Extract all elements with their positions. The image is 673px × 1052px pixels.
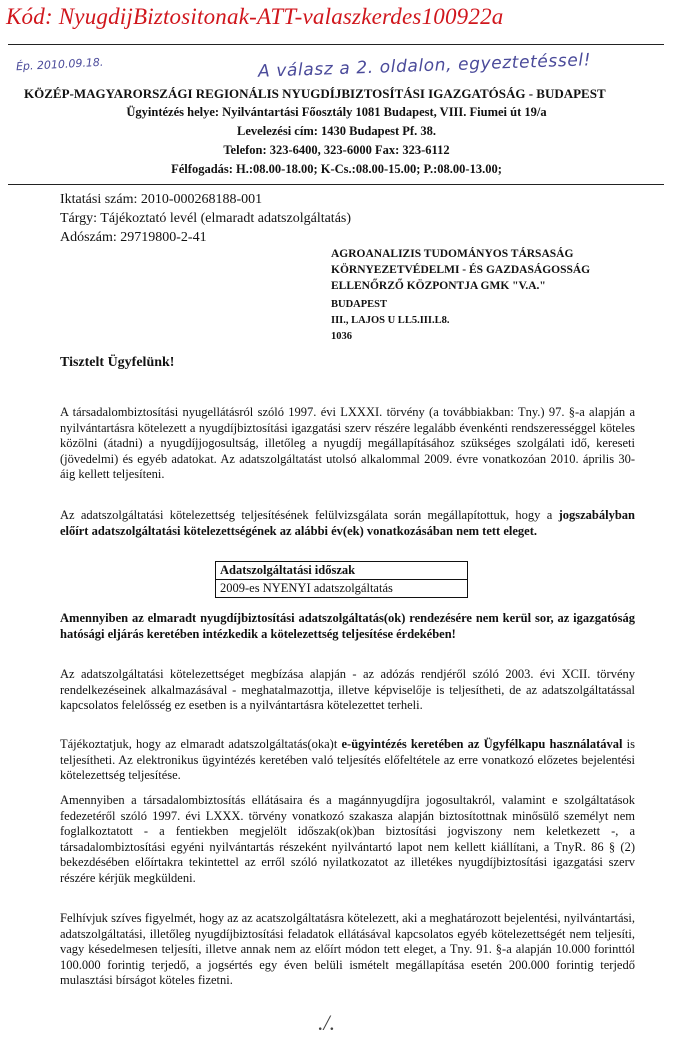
tax-number: Adószám: 29719800-2-41: [60, 230, 207, 245]
paragraph-warning: Amennyiben az elmaradt nyugdíjbiztosítási adatszolgáltatás(ok) rendezésére nem kerül sor, az igazgatóság hatósági eljárás keretében intézkedik a kötelezettség teljesítése érdekében!: [60, 611, 635, 641]
document-code-label: Kód: NyugdijBiztositonak-ATT-valaszkerdes100922a: [6, 4, 504, 29]
table-header-cell: Adatszolgáltatási időszak: [216, 562, 468, 580]
paragraph-e-administration: [60, 737, 635, 784]
reference-number: Iktatási szám: 2010-000268188-001: [60, 192, 263, 207]
letterhead-office: Ügyintézés helye: Nyilvántartási Főosztály 1081 Budapest, VIII. Fiumei út 19/a: [126, 105, 547, 119]
letterhead-divider: [8, 184, 664, 185]
addressee-line-2: KÖRNYEZETVÉDELMI - ÉS GAZDASÁGOSSÁG: [331, 264, 591, 276]
paragraph-authorization: Az adatszolgáltatási kötelezettséget megbízása alapján - az adózás rendjéről szóló 2003. évi XCII. törvény rendelkezéseinek alkalmazásával - meghatalmazottja, illetve képviselője is teljesítheti, de az adatszolgáltatással kapcsolatos felelősség ez esetben is a nyilvántartásra kötelezettet terheli.: [60, 667, 635, 713]
page-continuation-mark: ./.: [318, 1010, 336, 1035]
letterhead-office-hours: Félfogadás: H.:08.00-18.00; K-Cs.:08.00-15.00; P.:08.00-13.00;: [171, 162, 502, 176]
paragraph-penalty: Felhívjuk szíves figyelmét, hogy az az acatszolgáltatásra kötelezett, aki a meghatározott bejelentési, nyilvántartási, adatszolgáltatási, illetőleg nyugdíjbiztosítási feladatok ellátásával kapcsolatos egyéb kötelezettségét nem teljesíti, vagy késedelmesen teljesíti, illetve annak nem az előírt módon tett eleget, a Tny. 91. §-a alapján 10.000 forinttól 100.000 forintig terjedő, a jogsértés egy éven belüli ismételt megállapítása esetén 200.000 forintig terjedő mulasztási bírságot köteles fizetni.: [60, 911, 635, 988]
paragraph-declaration: Amennyiben a társadalombiztosítás ellátásaira és a magánnyugdíjra jogosultakról, valamint e szolgáltatások fedezetéről szóló 1997. évi LXXX. törvény vonatkozó szakasza alapján biztosítottnak minősülő személyt nem foglalkoztatott - a fentiekben megjelölt időszak(ok)ban biztosítási jogviszony nem keletkezett -, a társadalombiztosítási egyéni nyilvántartás részeként nyilvántartó lapot nem kellett kiállítani, a TnyR. 86 § (2) bekezdésében előírtakra tekintettel az erről szóló nyilatkozatot az illetékes nyugdíjbiztosítási igazgatási szerv részére kérjük megküldeni.: [60, 793, 635, 885]
letterhead-mail-address: Levelezési cím: 1430 Budapest Pf. 38.: [237, 124, 436, 138]
e-admin-text-c: is teljesítheti. Az elektronikus ügyintézés keretében való teljesítés előfeltétele az erre vonatkozó előzetes bejelentési kötelezettség teljesítése.: [60, 737, 635, 783]
reporting-period-table: [215, 561, 468, 598]
finding-text: Az adatszolgáltatási kötelezettség teljesítésének felülvizsgálata során megállapítottuk, hogy a: [60, 508, 559, 522]
subject-line: Tárgy: Tájékoztató levél (elmaradt adatszolgáltatás): [60, 211, 352, 226]
addressee-city: BUDAPEST: [331, 299, 388, 310]
greeting: Tisztelt Ügyfelünk!: [60, 355, 175, 370]
paragraph-legal-basis: A társadalombiztosítási nyugellátásról szóló 1997. évi LXXXI. törvény (a továbbiakban: Tny.) 97. §-a alapján a nyilvántartásra kötelezett a nyugdíjbiztosítási igazgatási szerv részére legalább évenkénti rendszerességgel köteles közölni (átadni) a nyugdíjjogosultság, illetőleg a nyugdíj megállapításához szükséges szolgálati idő, kereseti (jövedelmi) és egyéb adatokat. Az adatszolgáltatást utolsó alkalommal 2009. évre vonatkozóan 2010. április 30-áig kellett teljesíteni.: [60, 405, 635, 482]
letterhead-organization: KÖZÉP-MAGYARORSZÁGI REGIONÁLIS NYUGDÍJBIZTOSÍTÁSI IGAZGATÓSÁG - BUDAPEST: [24, 86, 606, 101]
addressee-zip: 1036: [331, 331, 352, 342]
addressee-line-1: AGROANALIZIS TUDOMÁNYOS TÁRSASÁG: [331, 248, 574, 260]
addressee-street: III., LAJOS U LL5.III.L8.: [331, 315, 450, 326]
e-admin-text-a: Tájékoztatjuk, hogy az elmaradt adatszolgáltatás(oka)t: [60, 737, 342, 751]
paragraph-finding: [60, 508, 635, 539]
letterhead-phone: Telefon: 323-6400, 323-6000 Fax: 323-6112: [223, 143, 450, 157]
e-admin-bold-text: e-ügyintézés keretében az Ügyfélkapu használatával: [341, 737, 623, 751]
top-divider: [8, 44, 664, 45]
received-date-stamp: Ép. 2010.09.18.: [15, 55, 104, 74]
addressee-line-3: ELLENŐRZŐ KÖZPONTJA GMK "V.A.": [331, 280, 546, 292]
finding-bold-text: jogszabályban előírt adatszolgáltatási kötelezettségének az alábbi év(ek) vonatkozásában nem tett eleget.: [60, 508, 635, 538]
table-row: 2009-es NYENYI adatszolgáltatás: [216, 580, 468, 598]
handwritten-note: A válasz a 2. oldalon, egyeztetéssel!: [257, 50, 592, 82]
